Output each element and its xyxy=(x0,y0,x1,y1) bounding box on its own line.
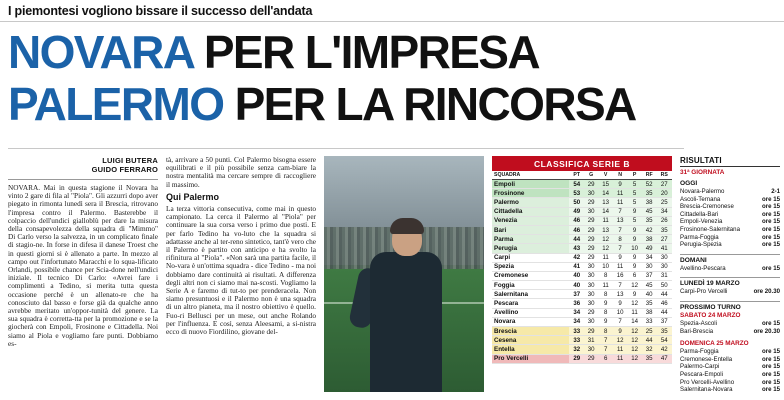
result-row xyxy=(680,328,780,336)
results-heading-tomorrow: DOMANI xyxy=(680,254,780,264)
result-row xyxy=(680,241,780,249)
result-row xyxy=(680,348,780,356)
result-row xyxy=(680,203,780,211)
standings-cell-rf: 35 xyxy=(642,216,657,225)
standings-cell-rf: 42 xyxy=(642,225,657,234)
table-row[interactable] xyxy=(492,336,672,345)
standings-cell-v: 11 xyxy=(598,216,612,225)
standings-cell-n: 11 xyxy=(613,345,627,354)
standings-cell-v: 15 xyxy=(598,180,612,189)
standings-cell-team: Salernitana xyxy=(492,290,569,299)
standings-cell-v: 8 xyxy=(598,327,612,336)
standings-cell-pt: 40 xyxy=(569,281,583,290)
standings-cell-pt: 32 xyxy=(569,345,583,354)
standings-cell-rf: 35 xyxy=(642,299,657,308)
standings-cell-team: Novara xyxy=(492,317,569,326)
standings-cell-rf: 38 xyxy=(642,235,657,244)
standings-cell-p: 12 xyxy=(627,299,641,308)
standings-cell-p: 9 xyxy=(627,253,641,262)
column-header-v: V xyxy=(598,171,612,180)
byline-author-1: LUIGI BUTERA xyxy=(102,156,158,165)
standings-cell-rf: 49 xyxy=(642,244,657,253)
standings-cell-pt: 49 xyxy=(569,207,583,216)
standings-header-row xyxy=(492,171,672,180)
standings-cell-n: 13 xyxy=(613,216,627,225)
table-row[interactable] xyxy=(492,180,672,189)
result-score: ore 15 xyxy=(762,225,780,233)
standings-cell-team: Cremonese xyxy=(492,271,569,280)
results-list-monday xyxy=(680,288,780,296)
table-row[interactable] xyxy=(492,327,672,336)
result-score: ore 15 xyxy=(762,363,780,371)
result-row xyxy=(680,265,780,273)
standings-cell-pt: 46 xyxy=(569,225,583,234)
byline-author-2: GUIDO FERRARO xyxy=(91,165,158,174)
headline-line-1 xyxy=(8,26,698,78)
standings-cell-rs: 31 xyxy=(657,271,672,280)
table-row[interactable] xyxy=(492,281,672,290)
standings-cell-v: 14 xyxy=(598,207,612,216)
standings-cell-rs: 47 xyxy=(657,354,672,363)
standings-cell-p: 5 xyxy=(627,216,641,225)
standings-cell-rs: 44 xyxy=(657,308,672,317)
result-match: Avellino-Pescara xyxy=(680,264,726,272)
result-row xyxy=(680,320,780,328)
result-row xyxy=(680,226,780,234)
result-match: Pro Vercelli-Avellino xyxy=(680,378,735,386)
standings-cell-team: Empoli xyxy=(492,180,569,189)
standings-cell-n: 13 xyxy=(613,290,627,299)
standings-cell-g: 29 xyxy=(584,327,598,336)
result-score: ore 15 xyxy=(762,319,780,327)
standings-cell-n: 11 xyxy=(613,198,627,207)
result-match: Spezia-Ascoli xyxy=(680,319,717,327)
result-row xyxy=(680,234,780,242)
standings-cell-rf: 35 xyxy=(642,189,657,198)
result-score: ore 15 xyxy=(762,241,780,249)
standings-cell-pt: 46 xyxy=(569,216,583,225)
result-row xyxy=(680,363,780,371)
standings-cell-g: 30 xyxy=(584,345,598,354)
standings-cell-v: 14 xyxy=(598,189,612,198)
standings-cell-g: 30 xyxy=(584,281,598,290)
standings-cell-v: 7 xyxy=(598,345,612,354)
standings-cell-rf: 33 xyxy=(642,317,657,326)
standings-cell-rs: 44 xyxy=(657,290,672,299)
standings-cell-team: Cesena xyxy=(492,336,569,345)
headline-line-2-blue: PALERMO xyxy=(8,78,224,130)
standings-cell-rs: 20 xyxy=(657,189,672,198)
standings-cell-team: Entella xyxy=(492,345,569,354)
standings-cell-n: 11 xyxy=(613,262,627,271)
column-header-team: SQUADRA xyxy=(492,171,569,180)
column-header-rf: RF xyxy=(642,171,657,180)
standings-cell-p: 14 xyxy=(627,317,641,326)
headline xyxy=(8,26,698,130)
standings-cell-p: 5 xyxy=(627,180,641,189)
standings-cell-rs: 30 xyxy=(657,253,672,262)
result-match: Ascoli-Ternana xyxy=(680,195,721,203)
results-list-tomorrow xyxy=(680,265,780,273)
standings-cell-rs: 54 xyxy=(657,336,672,345)
result-match: Parma-Foggia xyxy=(680,233,719,241)
results-title: RISULTATI xyxy=(680,156,780,167)
table-row[interactable] xyxy=(492,253,672,262)
standings-cell-pt: 40 xyxy=(569,271,583,280)
standings-cell-team: Carpi xyxy=(492,253,569,262)
standings-cell-g: 29 xyxy=(584,225,598,234)
standings-cell-n: 12 xyxy=(613,336,627,345)
standings-cell-n: 7 xyxy=(613,225,627,234)
result-match: Perugia-Spezia xyxy=(680,241,722,249)
standings-cell-g: 29 xyxy=(584,244,598,253)
standings-cell-p: 5 xyxy=(627,198,641,207)
standings-cell-pt: 29 xyxy=(569,354,583,363)
result-score: ore 15 xyxy=(762,355,780,363)
standings-cell-team: Palermo xyxy=(492,198,569,207)
result-row xyxy=(680,288,780,296)
table-row[interactable] xyxy=(492,354,672,363)
standings-cell-n: 16 xyxy=(613,271,627,280)
results-list-next-sunday xyxy=(680,348,780,394)
photo-subject-body xyxy=(370,252,442,392)
standings-cell-rs: 27 xyxy=(657,180,672,189)
standings-cell-v: 11 xyxy=(598,281,612,290)
standings-cell-rf: 32 xyxy=(642,345,657,354)
result-match: Frosinone-Salernitana xyxy=(680,225,740,233)
result-match: Cremonese-Entella xyxy=(680,355,733,363)
result-match: Parma-Foggia xyxy=(680,348,719,356)
standings-table xyxy=(492,156,672,364)
standings-cell-n: 10 xyxy=(613,308,627,317)
standings-cell-n: 11 xyxy=(613,354,627,363)
result-match: Empoli-Venezia xyxy=(680,218,723,226)
standings-cell-g: 30 xyxy=(584,262,598,271)
kicker-text: I piemontesi vogliono bissare il successo dell'andata xyxy=(8,3,313,18)
standings-cell-pt: 34 xyxy=(569,317,583,326)
standings-cell-g: 29 xyxy=(584,198,598,207)
result-score: ore 15 xyxy=(762,195,780,203)
result-match: Palermo-Carpi xyxy=(680,363,720,371)
result-row xyxy=(680,356,780,364)
results-list-today xyxy=(680,188,780,249)
headline-line-1-black: PER L'IMPRESA xyxy=(203,26,539,78)
byline xyxy=(8,156,158,174)
results-heading-monday: LUNEDÌ 19 MARZO xyxy=(680,277,780,287)
standings-cell-team: Spezia xyxy=(492,262,569,271)
result-score: ore 15 xyxy=(762,233,780,241)
standings-cell-p: 9 xyxy=(627,290,641,299)
standings-cell-p: 12 xyxy=(627,281,641,290)
table-row[interactable] xyxy=(492,290,672,299)
standings-cell-rf: 44 xyxy=(642,336,657,345)
result-score: ore 20.30 xyxy=(753,327,780,335)
standings-cell-rs: 34 xyxy=(657,207,672,216)
article-column-2 xyxy=(166,156,316,340)
results-heading-today: OGGI xyxy=(680,180,698,187)
standings-cell-n: 7 xyxy=(613,281,627,290)
table-row[interactable] xyxy=(492,225,672,234)
article-paragraph: NOVARA. Mai in questa stagione il Novara ha vinto 2 gare di fila al "Piola". Gli azzurri dopo aver piegato in rimonta lunedì sera il Brescia, ritrovano l'impresa contro il Palermo. Basterebbe il colpaccio dell'undici gialloblù per dare la misura della consapevolezza della squadra di "Mimmo" Di Carlo verso la salvezza, in un complicato finale di stagio-ne. In forse in difesa il danese Troest che in questi giorni si è allenato a parte. In mezzo al campo out l'infortunato Maracchi e lo squa-lificato Orlandi, possibile chance per Scia-done nell'undici iniziale. Il tecnico Di Carlo: «Avrei fare i complimenti a Tedino, si merita tutta questa occasione perché è un allenato-re che ha conosciuto dal basso e forse già da qualche anno avrebbe meritato un'oppor-tunità del genere. La sua squadra è corretta-tta per la promozione e se la giocherà con Empoli, Frosinone e Cittadella. Noi siamo al Piola e vogliamo fare punti. Dobbiamo es- xyxy=(8,183,158,348)
photo-subject-hair xyxy=(390,218,424,234)
standings-cell-p: 12 xyxy=(627,354,641,363)
result-score: ore 15 xyxy=(762,348,780,356)
standings-cell-rf: 45 xyxy=(642,207,657,216)
standings-cell-rf: 30 xyxy=(642,262,657,271)
standings-cell-rf: 40 xyxy=(642,290,657,299)
standings-cell-team: Pescara xyxy=(492,299,569,308)
standings-cell-pt: 34 xyxy=(569,308,583,317)
standings-cell-v: 11 xyxy=(598,253,612,262)
standings-cell-g: 29 xyxy=(584,235,598,244)
table-row[interactable] xyxy=(492,198,672,207)
standings-cell-rs: 50 xyxy=(657,281,672,290)
standings-cell-v: 12 xyxy=(598,244,612,253)
standings-cell-p: 6 xyxy=(627,271,641,280)
standings-cell-p: 9 xyxy=(627,225,641,234)
standings-cell-team: Bari xyxy=(492,225,569,234)
standings-cell-rs: 41 xyxy=(657,244,672,253)
standings-cell-n: 9 xyxy=(613,299,627,308)
standings-cell-rf: 34 xyxy=(642,253,657,262)
standings-cell-g: 30 xyxy=(584,290,598,299)
standings-cell-n: 11 xyxy=(613,189,627,198)
standings-cell-rf: 37 xyxy=(642,271,657,280)
standings-cell-v: 7 xyxy=(598,336,612,345)
standings-cell-g: 30 xyxy=(584,317,598,326)
standings-cell-p: 5 xyxy=(627,189,641,198)
column-header-n: N xyxy=(613,171,627,180)
table-row[interactable] xyxy=(492,345,672,354)
standings-cell-v: 12 xyxy=(598,235,612,244)
results-heading-next-sunday: DOMENICA 25 MARZO xyxy=(680,340,749,348)
standings-cell-rf: 35 xyxy=(642,354,657,363)
table-row[interactable] xyxy=(492,308,672,317)
standings-cell-p: 12 xyxy=(627,336,641,345)
result-score: ore 15 xyxy=(762,264,780,272)
standings-cell-rf: 25 xyxy=(642,327,657,336)
standings-cell-rs: 26 xyxy=(657,216,672,225)
article-column-1 xyxy=(8,156,158,352)
standings-cell-rf: 38 xyxy=(642,308,657,317)
article-subheading: Qui Palermo xyxy=(166,191,220,202)
result-score: ore 15 xyxy=(762,203,780,211)
column-header-g: G xyxy=(584,171,598,180)
standings-cell-rs: 46 xyxy=(657,299,672,308)
results-panel xyxy=(680,156,780,399)
standings-cell-n: 9 xyxy=(613,253,627,262)
standings-cell-rs: 25 xyxy=(657,198,672,207)
standings-cell-v: 13 xyxy=(598,198,612,207)
results-heading-next-round: PROSSIMO TURNO xyxy=(680,301,780,311)
standings-cell-pt: 33 xyxy=(569,336,583,345)
standings-cell-v: 10 xyxy=(598,262,612,271)
kicker-bar xyxy=(0,0,784,22)
standings-cell-team: Pro Vercelli xyxy=(492,354,569,363)
standings-cell-v: 6 xyxy=(598,354,612,363)
standings-cell-n: 9 xyxy=(613,327,627,336)
standings-cell-pt: 43 xyxy=(569,244,583,253)
standings-cell-n: 7 xyxy=(613,244,627,253)
standings-cell-n: 8 xyxy=(613,235,627,244)
standings-cell-g: 29 xyxy=(584,308,598,317)
result-match: Pescara-Empoli xyxy=(680,370,724,378)
headline-line-2-black: PER LA RINCORSA xyxy=(234,78,636,130)
standings-cell-team: Frosinone xyxy=(492,189,569,198)
standings-cell-p: 10 xyxy=(627,244,641,253)
standings-cell-g: 30 xyxy=(584,271,598,280)
standings-cell-pt: 53 xyxy=(569,189,583,198)
standings-cell-team: Venezia xyxy=(492,216,569,225)
byline-divider xyxy=(8,179,158,180)
standings-cell-g: 31 xyxy=(584,336,598,345)
standings-cell-v: 8 xyxy=(598,290,612,299)
standings-cell-pt: 42 xyxy=(569,253,583,262)
standings-cell-rf: 38 xyxy=(642,198,657,207)
table-row[interactable] xyxy=(492,299,672,308)
standings-cell-rf: 45 xyxy=(642,281,657,290)
standings-cell-pt: 54 xyxy=(569,180,583,189)
column-header-p: P xyxy=(627,171,641,180)
standings-cell-pt: 37 xyxy=(569,290,583,299)
standings-cell-g: 29 xyxy=(584,180,598,189)
result-row xyxy=(680,196,780,204)
standings-cell-n: 7 xyxy=(613,207,627,216)
standings-cell-team: Perugia xyxy=(492,244,569,253)
result-score: ore 15 xyxy=(762,218,780,226)
standings-cell-p: 12 xyxy=(627,327,641,336)
results-heading-next-saturday: SABATO 24 MARZO xyxy=(680,311,741,319)
standings-cell-p: 9 xyxy=(627,262,641,271)
result-row xyxy=(680,188,780,196)
standings-cell-p: 9 xyxy=(627,235,641,244)
standings-cell-rs: 42 xyxy=(657,345,672,354)
standings-cell-rf: 52 xyxy=(642,180,657,189)
standings-cell-g: 29 xyxy=(584,354,598,363)
standings-cell-pt: 44 xyxy=(569,235,583,244)
standings-cell-n: 9 xyxy=(613,180,627,189)
standings-cell-rs: 27 xyxy=(657,235,672,244)
standings-cell-team: Parma xyxy=(492,235,569,244)
result-score: ore 15 xyxy=(762,386,780,394)
table-row[interactable] xyxy=(492,262,672,271)
standings-cell-rs: 30 xyxy=(657,262,672,271)
article-photo xyxy=(324,156,484,392)
result-match: Carpi-Pro Vercelli xyxy=(680,288,728,296)
table-row[interactable] xyxy=(492,317,672,326)
result-row xyxy=(680,218,780,226)
standings-cell-g: 29 xyxy=(584,216,598,225)
table-row[interactable] xyxy=(492,207,672,216)
article-paragraph-continued: tà, arrivare a 50 punti. Col Palermo bisogna essere equilibrati e il più possibile senza cam-biare la nostra mentalità ma cercare sempre di raccogliere il massimo. xyxy=(166,155,316,189)
result-score: ore 15 xyxy=(762,378,780,386)
result-score: 2-1 xyxy=(771,188,780,195)
standings-cell-v: 8 xyxy=(598,271,612,280)
standings-cell-pt: 36 xyxy=(569,299,583,308)
table-row[interactable] xyxy=(492,216,672,225)
standings-cell-v: 9 xyxy=(598,299,612,308)
standings-title: CLASSIFICA SERIE B xyxy=(492,156,672,171)
standings-cell-team: Avellino xyxy=(492,308,569,317)
table-row[interactable] xyxy=(492,244,672,253)
article-paragraph: La terza vittoria consecutiva, come mai in questo campionato. La cerca il Palermo al "Piola" per continuare la sua corsa verso i primo due posti. E per farlo Tedino ha vo-luto che la squadra si adattasse anche al ter-reno sintetico, tant'è vero che il Palermo è partito con anticipo e ha svolto la rifinitura al "Piola". «Non sarà una partita facile, il No-vara è un'ottima squadra - dice Tedino - ma noi dobbiamo dare continuità ai risultati. A differenza degli altri non ci siamo mai na-scosti. Vogliamo la Serie A e faremo di tut-to per prenderacela. Non siamo presuntuosi e il Palermo non è una squadra di un altro pianeta, ma il nostro obiettivo è quello. Fuo-ri Bellusci per un mese, out anche Rolando per l'influenza. E così, senza Aleesami, a si-nistra ecco di nuovo Fiordilino, giovane del- xyxy=(166,204,316,337)
results-list-next-saturday xyxy=(680,320,780,335)
standings-cell-p: 11 xyxy=(627,308,641,317)
standings-cell-team: Brescia xyxy=(492,327,569,336)
headline-divider xyxy=(8,148,684,149)
result-score: ore 15 xyxy=(762,210,780,218)
standings-cell-rs: 37 xyxy=(657,317,672,326)
result-match: Brescia-Cremonese xyxy=(680,203,734,211)
standings-cell-g: 29 xyxy=(584,253,598,262)
table-row[interactable] xyxy=(492,271,672,280)
result-match: Bari-Brescia xyxy=(680,327,714,335)
standings-cell-g: 30 xyxy=(584,207,598,216)
standings-cell-team: Cittadella xyxy=(492,207,569,216)
headline-line-2 xyxy=(8,78,698,130)
table-row[interactable] xyxy=(492,235,672,244)
column-header-rs: RS xyxy=(657,171,672,180)
standings-cell-g: 30 xyxy=(584,299,598,308)
standings-cell-p: 12 xyxy=(627,345,641,354)
table-row[interactable] xyxy=(492,189,672,198)
result-row xyxy=(680,371,780,379)
result-match: Cittadella-Bari xyxy=(680,210,719,218)
result-row xyxy=(680,211,780,219)
result-match: Salernitana-Novara xyxy=(680,386,733,394)
result-score: ore 15 xyxy=(762,370,780,378)
standings-cell-v: 9 xyxy=(598,317,612,326)
standings-cell-p: 9 xyxy=(627,207,641,216)
standings-cell-rs: 35 xyxy=(657,225,672,234)
result-score: ore 20.30 xyxy=(753,288,780,296)
column-header-pt: PT xyxy=(569,171,583,180)
standings-cell-g: 30 xyxy=(584,189,598,198)
standings-cell-v: 8 xyxy=(598,308,612,317)
standings-cell-n: 7 xyxy=(613,317,627,326)
standings-cell-pt: 41 xyxy=(569,262,583,271)
result-match: Novara-Palermo xyxy=(680,188,725,195)
results-matchday: 31ª GIORNATA xyxy=(680,169,725,176)
standings-cell-v: 13 xyxy=(598,225,612,234)
headline-line-1-blue: NOVARA xyxy=(8,26,193,78)
standings-cell-pt: 50 xyxy=(569,198,583,207)
standings-cell-rs: 35 xyxy=(657,327,672,336)
result-row xyxy=(680,386,780,394)
standings-cell-pt: 33 xyxy=(569,327,583,336)
standings-cell-team: Foggia xyxy=(492,281,569,290)
result-row xyxy=(680,379,780,387)
